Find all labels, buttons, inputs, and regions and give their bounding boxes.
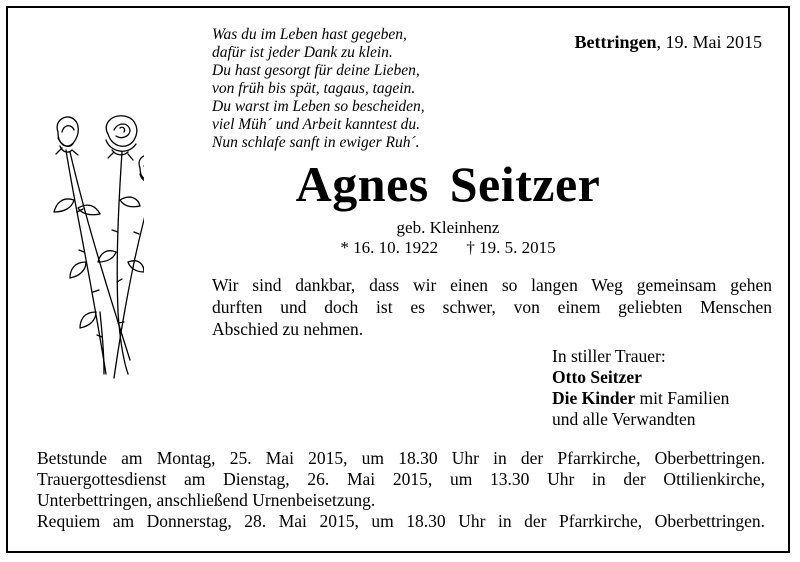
poem-line: Du warst im Leben so bescheiden, [212, 98, 425, 115]
roses-illustration-icon [44, 112, 144, 380]
death-date: † 19. 5. 2015 [466, 238, 556, 257]
gratitude-text [212, 274, 772, 340]
place-date [575, 32, 762, 53]
deceased-name: Agnes Seitzer [295, 156, 601, 212]
poem-line: Du hast gesorgt für deine Lieben, [212, 62, 420, 79]
obituary-notice [6, 6, 790, 553]
maiden-name: geb. Kleinhenz [396, 218, 500, 237]
poem-line: dafür ist jeder Dank zu klein. [212, 44, 393, 61]
mourner-children-rest: mit Familien [635, 388, 730, 408]
poem-line: Nun schlafe sanft in ewiger Ruh´. [212, 134, 420, 151]
service-line: Betstunde am Montag, 25. Mai 2015, um 18.30 Uhr in der Pfarrkirche, Oberbettringen. [37, 448, 765, 468]
birth-date: * 16. 10. 1922 [340, 238, 439, 257]
mourners-intro: In stiller Trauer: [552, 346, 666, 366]
poem-line: viel Müh´ und Arbeit kanntest du. [212, 116, 421, 133]
mourners [552, 346, 729, 430]
service-line: Requiem am Donnerstag, 28. Mai 2015, um 18.30 Uhr in der Pfarrkirche, Oberbettringen. [37, 511, 765, 531]
date: , 19. Mai 2015 [656, 32, 762, 52]
service-line: Trauergottesdienst am Dienstag, 26. Mai 2015, um 13.30 Uhr in der Ottilienkirche, [37, 469, 765, 489]
service-line: Unterbettringen, anschließend Urnenbeisetzung. [37, 490, 376, 510]
gratitude-line: durften und doch ist es schwer, von einem geliebten Menschen [212, 297, 772, 317]
poem-line: Was du im Leben hast gegeben, [212, 26, 407, 43]
poem-line: von früh bis spät, tagaus, tagein. [212, 80, 416, 97]
service-information [37, 448, 765, 532]
gratitude-line: Wir sind dankbar, dass wir einen so langen Weg gemeinsam gehen [212, 275, 772, 295]
poem [212, 26, 425, 152]
mourner-children: Die Kinder [552, 388, 636, 408]
gratitude-line: Abschied zu nehmen. [212, 319, 364, 339]
life-dates [208, 238, 688, 258]
mourner-relatives: und alle Verwandten [552, 409, 696, 429]
mourner-spouse: Otto Seitzer [552, 367, 642, 387]
place: Bettringen [574, 32, 657, 52]
